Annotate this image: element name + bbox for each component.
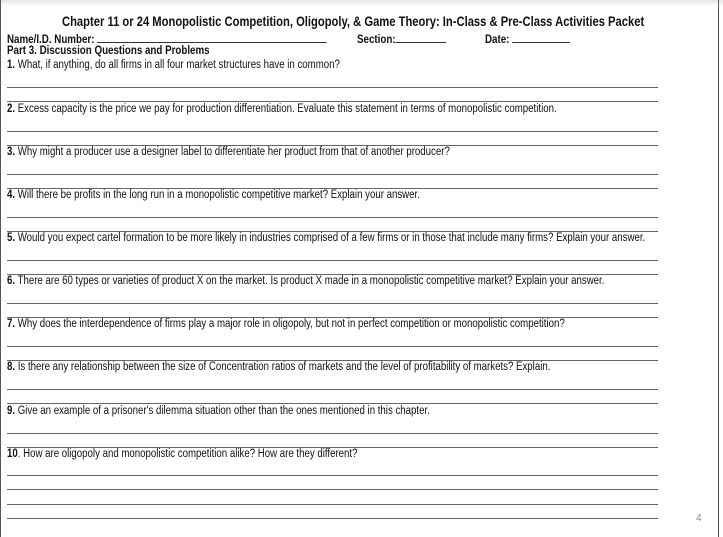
question-2 <box>7 103 557 115</box>
question-text: Is there any relationship between the size of Concentration ratios of markets and the level of profitability of markets? Explain. <box>15 361 551 373</box>
question-text: Excess capacity is the price we pay for production differentiation. Evaluate this statement in terms of monopolistic competition. <box>15 103 557 115</box>
question-text: Why might a producer use a designer label to differentiate her product from that of another producer? <box>15 146 450 158</box>
page-number: 4 <box>696 513 702 524</box>
question-5 <box>7 232 645 244</box>
name-blank[interactable] <box>97 32 327 43</box>
question-number: 6. <box>7 275 16 287</box>
date-label: Date: <box>485 34 510 46</box>
answer-line[interactable] <box>7 303 658 304</box>
answer-line[interactable] <box>7 504 658 505</box>
date-field[interactable] <box>485 32 570 46</box>
question-text: . How are oligopoly and monopolistic competition alike? How are they different? <box>17 448 358 460</box>
date-blank[interactable] <box>512 32 570 43</box>
answer-line[interactable] <box>7 518 658 519</box>
question-text: Why does the interdependence of firms play a major role in oligopoly, but not in perfect competition or monopolistic competition? <box>15 318 565 330</box>
question-number: 8. <box>7 361 16 373</box>
section-label: Section: <box>357 34 396 46</box>
question-7 <box>7 318 565 330</box>
question-text: Would you expect cartel formation to be more likely in industries comprised of a few firms or in those that include many firms? Explain your answer. <box>15 232 646 244</box>
section-blank[interactable] <box>396 32 447 43</box>
question-8 <box>7 361 550 373</box>
question-number: 5. <box>7 232 16 244</box>
answer-line[interactable] <box>7 131 658 132</box>
answer-line[interactable] <box>7 87 658 88</box>
name-id-field[interactable] <box>7 32 327 46</box>
question-1 <box>7 59 340 71</box>
answer-line[interactable] <box>7 389 658 390</box>
question-10 <box>7 448 357 460</box>
answer-line[interactable] <box>7 489 658 490</box>
question-6 <box>7 275 604 287</box>
answer-line[interactable] <box>7 475 658 476</box>
question-text: There are 60 types or varieties of product X on the market. Is product X made in a monopolistic competitive market? Explain your answer. <box>15 275 605 287</box>
question-number: 2. <box>7 103 16 115</box>
question-text: Will there be profits in the long run in a monopolistic competitive market? Explain your answer. <box>15 189 420 201</box>
answer-line[interactable] <box>7 174 658 175</box>
answer-line[interactable] <box>7 433 658 434</box>
question-number: 7. <box>7 318 16 330</box>
answer-line[interactable] <box>7 217 658 218</box>
question-number: 10 <box>7 448 18 460</box>
question-text: What, if anything, do all firms in all four market structures have in common? <box>15 59 340 71</box>
question-number: 4. <box>7 189 16 201</box>
answer-line[interactable] <box>7 403 658 404</box>
answer-line[interactable] <box>7 260 658 261</box>
answer-line[interactable] <box>7 101 658 102</box>
page-title: Chapter 11 or 24 Monopolistic Competition, Oligopoly, & Game Theory: In-Class & Pre-Class Activities Packet <box>62 14 645 29</box>
question-number: 1. <box>7 59 16 71</box>
part-heading: Part 3. Discussion Questions and Problems <box>7 45 210 57</box>
question-3 <box>7 146 450 158</box>
question-text: Give an example of a prisoner's dilemma situation other than the ones mentioned in this chapter. <box>15 405 430 417</box>
question-number: 3. <box>7 146 16 158</box>
answer-line[interactable] <box>7 346 658 347</box>
question-4 <box>7 189 420 201</box>
name-label: Name/I.D. Number: <box>7 34 95 46</box>
question-number: 9. <box>7 405 16 417</box>
question-9 <box>7 405 430 417</box>
section-field[interactable] <box>357 32 447 46</box>
